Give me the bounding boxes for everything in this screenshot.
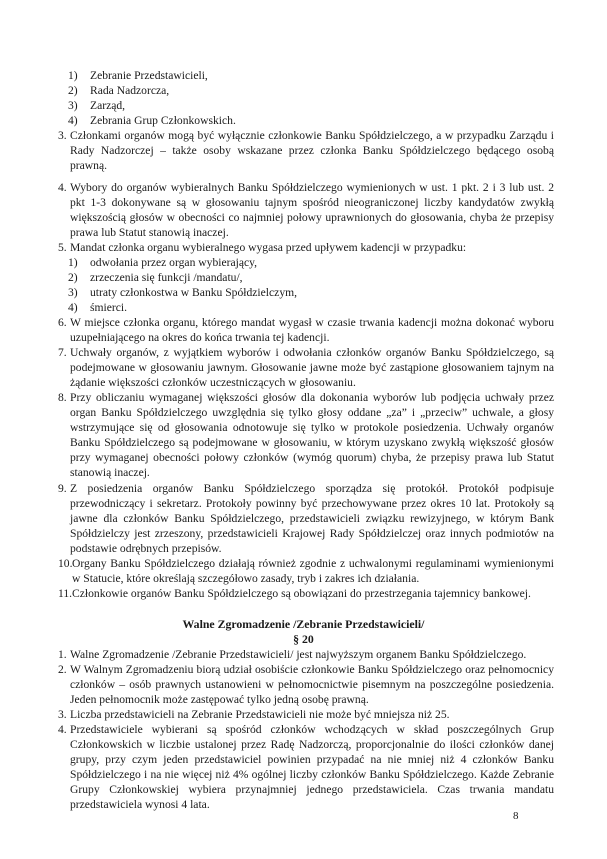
list-item: 3) utraty członkostwa w Banku Spółdzielczym, — [68, 286, 298, 300]
section-paragraph-number: § 20 — [293, 632, 314, 646]
paragraph-item: 8. Przy obliczaniu wymaganej większości głosów dla dokonania wyborów lub podjęcia uchwały przez organ Banku Spółdzielczego uwzględnia się tylko głosy oddane „za” i „przeciw” uchwale, a głosy wstrzymujące się od głosowania odnotowuje się tylko w protokole posiedzenia. Uchwały organów Banku Spółdzielczego są podejmowane w głosowaniu, w którym uzyskano zwykłą większość głosów przy wymaganej obecności połowy członków (wymóg quorum) chyba, że przepisy prawa lub Statut stanowią inaczej. — [58, 391, 554, 480]
organ-list — [68, 68, 548, 128]
paragraph-item: 10. Organy Banku Spółdzielczego działają również zgodnie z uchwalonymi regulaminami wymienionymi w Statucie, które określają szczegółowo zasady, tryb i zakres ich działania. — [58, 557, 554, 586]
list-item: 1) Zebranie Przedstawicieli, — [68, 69, 208, 82]
section-title: Walne Zgromadzenie /Zebranie Przedstawicieli/ — [182, 617, 425, 631]
list-item: 4) śmierci. — [68, 301, 128, 315]
paragraph-item: 7. Uchwały organów, z wyjątkiem wyborów i odwołania członków organów Banku Spółdzielczego, są podejmowane w głosowaniu jawnym. Głosowanie jawne może być zastąpione głosowaniem tajnym na żądanie większości członków uczestniczących w głosowaniu. — [58, 346, 554, 390]
paragraph-item: 6. W miejsce członka organu, którego mandat wygasł w czasie trwania kadencji można dokonać wyboru uzupełniającego na okres do końca trwania tej kadencji. — [58, 316, 554, 345]
paragraph-item: 4. Przedstawiciele wybierani są spośród członków wchodzących w skład poszczególnych Grup Członkowskich w liczbie ustalonej przez Radę Nadzorczą, proporcjonalnie do ilości członków danej grupy, przy czym jeden przedstawiciel powinien przypadać na nie mniej niż 4 członków Banku Spółdzielczego i na nie więcej niż 4% ogólnej liczby członków Banku Spółdzielczego. Każde Zebranie Grupy Członkowskiej wybiera przynajmniej jednego przedstawiciela. Czas trwania mandatu przedstawiciela wynosi 4 lata. — [58, 723, 554, 812]
mandate-expiry-list — [58, 255, 554, 315]
list-item: 2) zrzeczenia się funkcji /mandatu/, — [68, 271, 243, 285]
paragraph-item: 9. Z posiedzenia organów Banku Spółdzielczego sporządza się protokół. Protokół podpisuje przewodniczący i sekretarz. Protokoły powinny być przechowywane przez okres 10 lat. Protokoły są jawne dla członków Banku Spółdzielczego, przedstawicieli związku rewizyjnego, w którym Bank Spółdzielczy jest zrzeszony, przedstawicieli Krajowej Rady Spółdzielczej oraz innych podmiotów na podstawie odrębnych przepisów. — [58, 482, 554, 556]
paragraph-item: 4. Wybory do organów wybieralnych Banku Spółdzielczego wymienionych w ust. 1 pkt. 2 i 3 lub ust. 2 pkt 1-3 dokonywane są w głosowaniu tajnym spośród nieograniczonej liczby kandydatów zwykłą większością głosów w obecności co najmniej połowy uprawnionych do głosowania, chyba że przepisy prawa lub Statut stanowią inaczej. — [58, 181, 554, 240]
page-number: 8 — [513, 810, 519, 822]
paragraph-item: 2. W Walnym Zgromadzeniu biorą udział osobiście członkowie Banku Spółdzielczego oraz pełnomocnicy członków – osób prawnych ustanowieni w pełnomocnictwie pisemnym na poszczególne posiedzenia. Jeden pełnomocnik może zastępować tylko jedną osobę prawną. — [58, 663, 554, 707]
list-item: 2) Rada Nadzorcza, — [68, 84, 170, 98]
list-item: 4) Zebrania Grup Członkowskich. — [68, 114, 236, 128]
list-item: 3) Zarząd, — [68, 99, 126, 113]
paragraph-item: 1. Walne Zgromadzenie /Zebranie Przedstawicieli/ jest najwyższym organem Banku Spółdzielczego. — [58, 648, 527, 661]
paragraph-item: 3. Liczba przedstawicieli na Zebranie Przedstawicieli nie może być mniejsza niż 25. — [58, 708, 450, 721]
paragraph-item: 3. Członkami organów mogą być wyłącznie członkowie Banku Spółdzielczego, a w przypadku Zarządu i Rady Nadzorczej – także osoby wskazane przez członka Banku Spółdzielczego będącego osobą prawną. — [58, 129, 554, 173]
paragraph-item: 5. Mandat członka organu wybieralnego wygasa przed upływem kadencji w przypadku: 1) odwołania przez organ wybierający, 2) zrzeczenia się funkcji /mandatu/, 3) utraty członkostwa w Banku Spółdzielczym, 4) śmierci. — [58, 240, 554, 315]
list-item: 1) odwołania przez organ wybierający, — [68, 256, 258, 270]
paragraph-item: 11. Członkowie organów Banku Spółdzielczego są obowiązani do przestrzegania tajemnicy bankowej. — [58, 587, 531, 600]
